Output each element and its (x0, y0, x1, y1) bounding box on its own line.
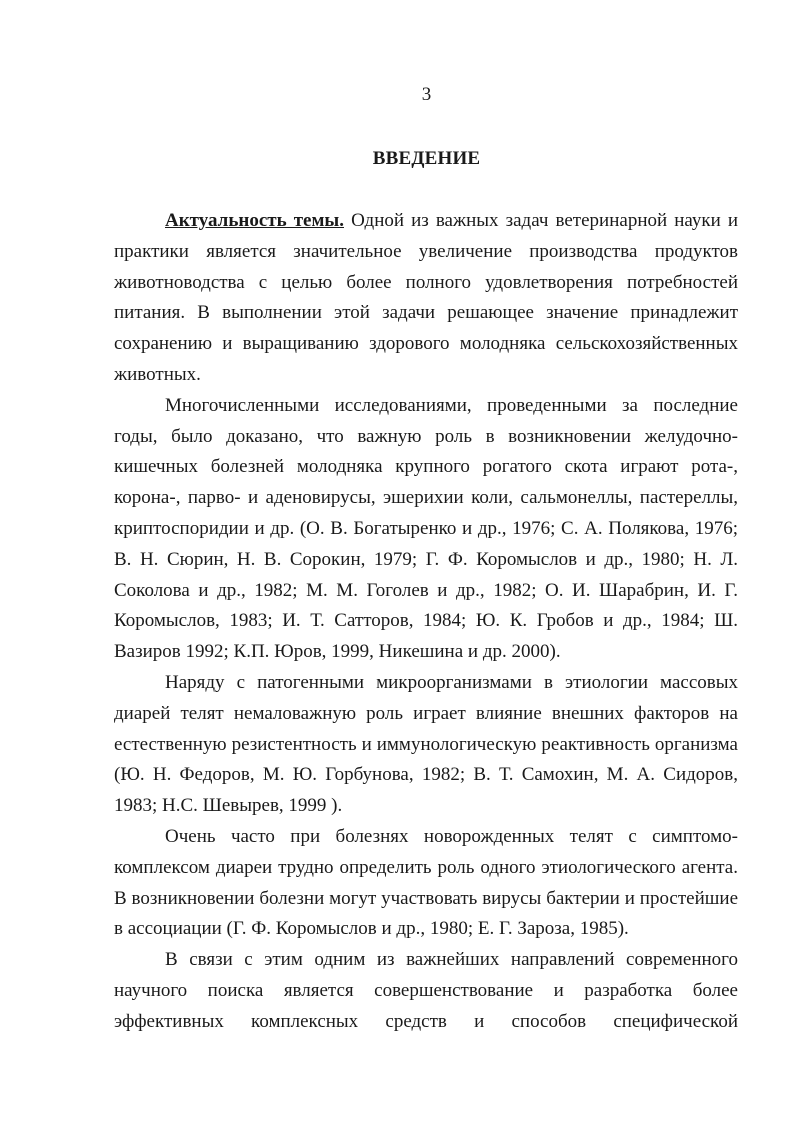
paragraph-diarrhea: Очень часто при болезнях новорожденных телят с симптомо-комплексом диареи трудно определить роль одного этиологического агента. В возникновении болезни могут участвовать вирусы бактерии и простейшие в ассоциации (Г. Ф. Коромыслов и др., 1980; Е. Г. Зароза, 1985). (114, 825, 738, 940)
paragraph-external-factors: Наряду с патогенными микроорганизмами в этиологии массовых диарей телят немаловажную роль играет влияние внешних факторов на естественную резистентность и иммунологическую реактивность организма (Ю. Н. Федоров, М. Ю. Горбунова, 1982; В. Т. Самохин, М. А. Сидоров, 1983; Н.С. Шевырев, 1999 ). (114, 671, 738, 817)
paragraph-research-direction: В связи с этим одним из важнейших направлений современного научного поиска является совершенствование и разработка более эффективных комплексных средств и способов специфической (114, 949, 738, 1032)
page-number: 3 (421, 84, 432, 105)
relevance-heading: Актуальность темы. (165, 210, 344, 231)
paragraph-text: Одной из важных задач ветеринарной науки и практики является значительное увеличение производства продуктов животноводства с целью более полного удовлетворения потребностей питания. В выполнении этой задачи решающее значение принадлежит сохранению и выращиванию здорового молодняка сельскохозяйственных животных. (114, 210, 738, 385)
paragraph-research: Многочисленными исследованиями, проведенными за последние годы, было доказано, что важную роль в возникновении желудочно-кишечных болезней молодняка крупного рогатого скота играют рота-, корона-, парво- и аденовирусы, эшерихии коли, сальмонеллы, пастереллы, криптоспоридии и др. (О. В. Богатыренко и др., 1976; С. А. Полякова, 1976; В. Н. Сюрин, Н. В. Сорокин, 1979; Г. Ф. Коромыслов и др., 1980; Н. Л. Соколова и др., 1982; М. М. Гоголев и др., 1982; О. И. Шарабрин, И. Г. Коромыслов, 1983; И. Т. Сатторов, 1984; Ю. К. Гробов и др., 1984; Ш. Вазиров 1992; К.П. Юров, 1999, Никешина и др. 2000). (114, 394, 738, 663)
document-body (114, 206, 738, 1038)
page-title: ВВЕДЕНИЕ (372, 148, 481, 169)
paragraph-relevance (114, 206, 738, 391)
